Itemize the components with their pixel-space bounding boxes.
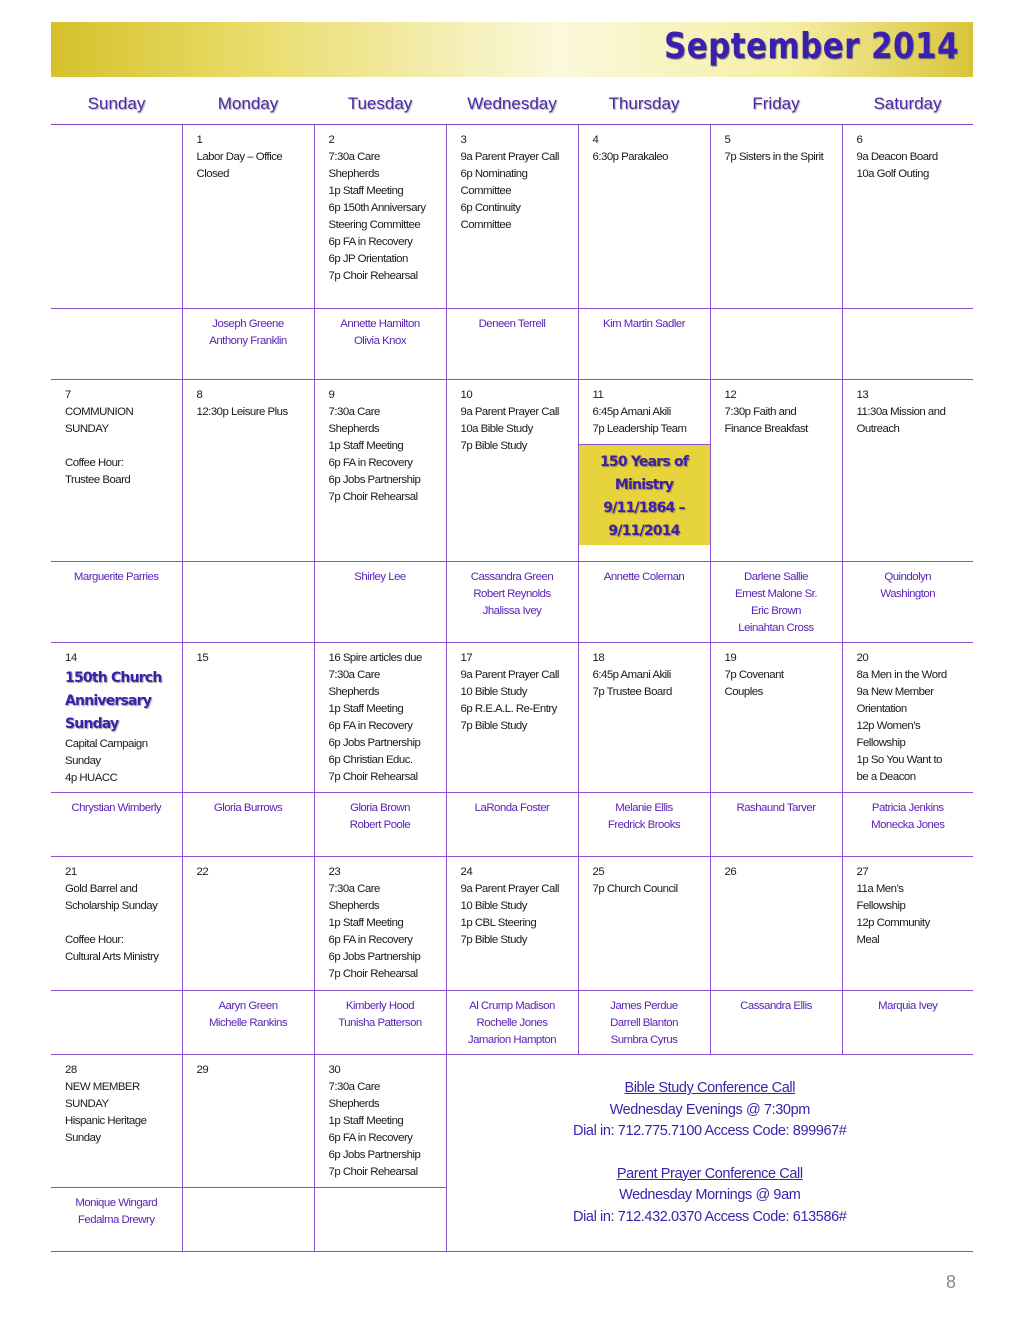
page-number: 8 [946,1272,957,1292]
event-line: James Perdue [610,1000,678,1012]
event-line: Gloria Brown [350,802,410,814]
day-number-line: 29 [196,1064,209,1076]
day-cell [314,643,446,793]
event-line: Kimberly Hood [345,1000,415,1012]
event-line: 6p FA in Recovery [328,934,413,946]
week-3-events [51,643,973,793]
day-number-line: 15 [196,652,209,664]
event-line: 7p Leadership Team [592,423,687,435]
event-line: Sunday [65,755,101,767]
event-line: 7p Bible Study [460,934,527,946]
week-3-names [51,793,973,857]
event-line: 10 Bible Study [460,686,527,698]
week-4-names [51,991,973,1055]
event-line: Melanie Ellis [615,802,673,814]
month-title: September 2014 [664,26,959,67]
event-line: Patricia Jenkins [871,802,944,814]
event-line: Rashaund Tarver [736,802,816,814]
day-cell [314,1055,446,1188]
event-line: 10a Bible Study [460,423,533,435]
day-cell [182,857,314,991]
names-cell [578,562,710,643]
event-line: Darrell Blanton [610,1017,678,1029]
names-cell [710,309,842,380]
day-cell [842,857,973,991]
event-line: Tunisha Patterson [338,1017,422,1029]
event-line: 6:30p Parakaleo [592,151,668,163]
day-cell [51,125,182,309]
event-line: 1p Staff Meeting [328,440,404,452]
event-line: 6p JP Orientation [328,253,408,265]
day-cell [578,125,710,309]
names-cell [314,562,446,643]
event-line: 7:30a Care [328,883,380,895]
event-line: Fellowship [856,900,906,912]
day-cell [710,125,842,309]
event-line: Gold Barrel and [65,883,138,895]
day-number-line: 20 [856,652,869,664]
weekday-header: Monday [182,83,314,125]
event-line: 12p Community [856,917,930,929]
event-line: Joseph Greene [212,318,284,330]
day-cell [578,857,710,991]
event-line: 7p Choir Rehearsal [328,491,418,503]
event-line: Robert Reynolds [473,588,551,600]
event-line: Darlene Sallie [744,571,808,583]
event-line: 7:30a Care [328,406,380,418]
event-line: 4p HUACC [65,772,118,784]
names-cell [51,309,182,380]
event-line: Leinahtan Cross [738,622,814,634]
day-cell [182,125,314,309]
event-line: Shepherds [328,168,380,180]
day-number-line: 3 [460,134,467,146]
event-line: Labor Day – Office [196,151,283,163]
event-line: 6p FA in Recovery [328,457,413,469]
event-line: Sumbra Cyrus [610,1034,678,1046]
event-line: 12:30p Leisure Plus [196,406,288,418]
week-2-events [51,380,973,562]
day-number-line: 4 [592,134,599,146]
event-line: Sunday [65,1132,101,1144]
feature-line: 150th Church [65,670,162,686]
event-line: Jhalissa Ivey [482,605,542,617]
event-line: Monecka Jones [871,819,945,831]
day-cell [446,643,578,793]
event-line: Cassandra Ellis [740,1000,812,1012]
parent-prayer-time: Wednesday Mornings @ 9am [619,1187,801,1203]
parent-prayer-title: Parent Prayer Conference Call [616,1165,803,1182]
event-line: 7p Bible Study [460,720,527,732]
event-line: 6p Christian Educ. [328,754,413,766]
day-number-line: 11 [592,389,604,401]
event-line: 9a Parent Prayer Call [460,406,559,418]
names-cell [578,309,710,380]
names-cell [314,991,446,1055]
event-line: 10 Bible Study [460,900,527,912]
event-line: SUNDAY [65,423,109,435]
day-cell [314,857,446,991]
day-number-line: 24 [460,866,473,878]
event-line: Aaryn Green [218,1000,278,1012]
event-line: Michelle Rankins [208,1017,288,1029]
names-cell [710,793,842,857]
event-line: Gloria Burrows [213,802,283,814]
event-line: 9a Parent Prayer Call [460,883,559,895]
day-cell [842,643,973,793]
day-number-line: 7 [65,389,71,401]
names-cell [578,793,710,857]
day-cell [446,857,578,991]
event-line: Fredrick Brooks [607,819,681,831]
feature-line: Sunday [65,716,119,732]
event-line: 6p FA in Recovery [328,236,413,248]
event-line: 6p Nominating [460,168,528,180]
event-line: Olivia Knox [353,335,407,347]
day-number-line: 10 [460,389,473,401]
highlight-line: Ministry [614,477,674,493]
bible-study-dial-in: Dial in: 712.775.7100 Access Code: 899967# [573,1123,847,1139]
week-1-events [51,125,973,309]
day-events [593,387,704,438]
day-number-line: 13 [856,389,869,401]
highlight-line: 150 Years of [599,454,689,470]
event-line: Shepherds [328,900,380,912]
names-cell [182,309,314,380]
event-line: Annette Coleman [603,571,685,583]
event-line: Monique Wingard [75,1197,158,1209]
weekday-header: Thursday [578,83,710,125]
names-cell [182,793,314,857]
event-line: Quindolyn [884,571,932,583]
event-line: Al Crump Madison [469,1000,555,1012]
event-line: 6p Jobs Partnership [328,474,421,486]
event-line: 9a Parent Prayer Call [460,151,559,163]
event-line: 8a Men in the Word [856,669,947,681]
day-number-line: 22 [196,866,209,878]
names-cell [446,309,578,380]
day-number-line: 18 [592,652,605,664]
event-line: 6p Jobs Partnership [328,951,421,963]
event-line: 1p Staff Meeting [328,703,404,715]
event-line: 11a Men’s [856,883,904,895]
event-line: Washington [880,588,936,600]
names-cell [446,793,578,857]
event-line: 7p Sisters in the Spirit [724,151,824,163]
event-line: Shepherds [328,686,380,698]
event-line: Scholarship Sunday [65,900,158,912]
bible-study-title: Bible Study Conference Call [624,1080,796,1096]
event-line: 1p CBL Steering [460,917,537,929]
weekday-header: Friday [710,83,842,125]
feature-line: Anniversary [65,693,152,709]
event-line: Fedalma Drewry [77,1214,155,1226]
names-cell [842,991,973,1055]
day-number-line: 12 [724,389,737,401]
names-cell [842,793,973,857]
event-line: Committee [460,219,512,231]
day-cell [314,380,446,562]
event-line: Trustee Board [65,474,131,486]
event-line: Shepherds [328,1098,380,1110]
event-line: 6p R.E.A.L. Re-Entry [460,703,557,715]
event-line: 7:30p Faith and [724,406,797,418]
day-cell [578,380,710,562]
event-line: Chrystian Wimberly [71,802,162,814]
event-line: Anthony Franklin [209,335,287,347]
names-cell [314,309,446,380]
week-4-events [51,857,973,991]
day-number-line: 5 [724,134,731,146]
event-line: 9a New Member [856,686,934,698]
event-line: 1p Staff Meeting [328,917,404,929]
event-line: 7p Choir Rehearsal [328,968,418,980]
event-line: 6p Jobs Partnership [328,737,421,749]
event-line: Marguerite Parries [73,571,159,583]
event-line: be a Deacon [856,771,916,783]
event-line: 6:45p Amani Akili [592,669,671,681]
anniversary-sunday-label [65,667,176,690]
day-cell [182,643,314,793]
event-line [65,438,176,455]
day-number-line: 23 [328,866,341,878]
weekday-header-row [51,83,973,125]
day-number-line: 2 [328,134,335,146]
event-line: 11:30a Mission and [856,406,946,418]
event-line: Kim Martin Sadler [602,318,686,330]
event-line: Steering Committee [328,219,421,231]
event-line: 7p Choir Rehearsal [328,771,418,783]
event-line [65,915,176,932]
names-cell [51,1188,182,1252]
names-cell [51,991,182,1055]
weekday-header: Wednesday [446,83,578,125]
weekday-header: Sunday [51,83,182,125]
event-line: Fellowship [856,737,906,749]
highlight-line: 9/11/2014 [608,523,680,539]
day-number-line: 30 [328,1064,341,1076]
event-line: COMMUNION [65,406,134,418]
names-cell [842,562,973,643]
event-line: Coffee Hour: [65,457,124,469]
event-line: Deneen Terrell [478,318,546,330]
event-line: Cassandra Green [470,571,554,583]
names-cell [51,793,182,857]
event-line: Rochelle Jones [476,1017,548,1029]
day-number-line: 19 [724,652,737,664]
names-cell [182,991,314,1055]
event-line: Eric Brown [750,605,802,617]
event-line: 7p Covenant [724,669,784,681]
event-line: Annette Hamilton [340,318,420,330]
calendar-grid [51,83,973,1252]
event-line: Committee [460,185,512,197]
event-line: 6p FA in Recovery [328,720,413,732]
conference-call-info [446,1055,973,1252]
event-line: 7p Bible Study [460,440,527,452]
names-cell [842,309,973,380]
day-cell [51,380,182,562]
event-line: 6p Jobs Partnership [328,1149,421,1161]
event-line: 1p Staff Meeting [328,1115,404,1127]
event-line: NEW MEMBER [65,1081,140,1093]
event-line: Orientation [856,703,907,715]
event-line: Coffee Hour: [65,934,124,946]
day-cell [710,643,842,793]
event-line: Cultural Arts Ministry [65,951,159,963]
event-line: 12p Women’s [856,720,921,732]
day-cell [314,125,446,309]
event-line: 1p Staff Meeting [328,185,404,197]
event-line: Shepherds [328,423,380,435]
week-5-events [51,1055,973,1188]
event-line: LaRonda Foster [474,802,550,814]
names-cell [446,562,578,643]
event-line: Robert Poole [349,819,411,831]
day-number-line: 8 [196,389,203,401]
parent-prayer-dial-in: Dial in: 712.432.0370 Access Code: 613586# [573,1208,847,1225]
day-number-line: 25 [592,866,605,878]
event-line: 7p Choir Rehearsal [328,1166,418,1178]
weekday-header: Saturday [842,83,973,125]
day-number-line: 27 [856,866,869,878]
event-line: 6p FA in Recovery [328,1132,413,1144]
bible-study-time: Wednesday Evenings @ 7:30pm [609,1101,810,1118]
names-cell [578,991,710,1055]
event-line: Jamarion Hampton [467,1034,557,1046]
names-cell [314,793,446,857]
event-line: Couples [724,686,763,698]
event-line: 7:30a Care [328,151,380,163]
day-cell [51,1055,182,1188]
day-number-line: 6 [856,134,863,146]
names-cell [710,562,842,643]
event-line: 9a Parent Prayer Call [460,669,559,681]
event-line: 10a Golf Outing [856,168,929,180]
event-line: 7p Church Council [592,883,678,895]
names-cell [710,991,842,1055]
day-cell [842,125,973,309]
day-cell [842,380,973,562]
event-line: 7:30a Care [328,1081,380,1093]
day-cell [182,380,314,562]
weekday-header: Tuesday [314,83,446,125]
event-line: Finance Breakfast [724,423,808,435]
names-cell [182,1188,314,1252]
names-cell [446,991,578,1055]
day-cell [446,125,578,309]
names-cell [51,562,182,643]
anniversary-highlight [579,444,710,545]
day-number: 14 [65,652,77,664]
event-line: Hispanic Heritage [65,1115,147,1127]
event-line: 6:45p Amani Akili [592,406,671,418]
event-line: 1p So You Want to [856,754,942,766]
event-line: Marquia Ivey [878,1000,938,1012]
names-cell [314,1188,446,1252]
highlight-line: 9/11/1864 – [603,500,685,516]
day-cell [51,857,182,991]
spacer [447,1143,974,1164]
day-number-line: 28 [65,1064,77,1076]
event-line: Closed [196,168,229,180]
event-line: 7p Choir Rehearsal [328,270,418,282]
event-line: Capital Campaign [65,738,148,750]
event-line: 7p Trustee Board [592,686,672,698]
event-line: 6p 150th Anniversary [328,202,426,214]
day-cell [182,1055,314,1188]
day-cell [51,643,182,793]
event-line: 7:30a Care [328,669,380,681]
names-cell [182,562,314,643]
event-line: Ernest Malone Sr. [734,588,818,600]
event-line: 6p Continuity [460,202,521,214]
day-number-line: 26 [724,866,737,878]
day-number-line: 17 [460,652,473,664]
day-cell [446,380,578,562]
day-number-line: 21 [65,866,77,878]
event-line: Outreach [856,423,900,435]
day-number-line: 1 [196,134,203,146]
week-2-names [51,562,973,643]
week-1-names [51,309,973,380]
day-number-line: 16 Spire articles due [328,652,422,664]
event-line: Shirley Lee [354,571,406,583]
event-line: 9a Deacon Board [856,151,938,163]
event-line: Meal [856,934,880,946]
event-line: SUNDAY [65,1098,109,1110]
day-number-line: 9 [328,389,335,401]
title-banner [51,22,973,77]
day-cell [710,857,842,991]
day-cell [710,380,842,562]
day-cell [578,643,710,793]
